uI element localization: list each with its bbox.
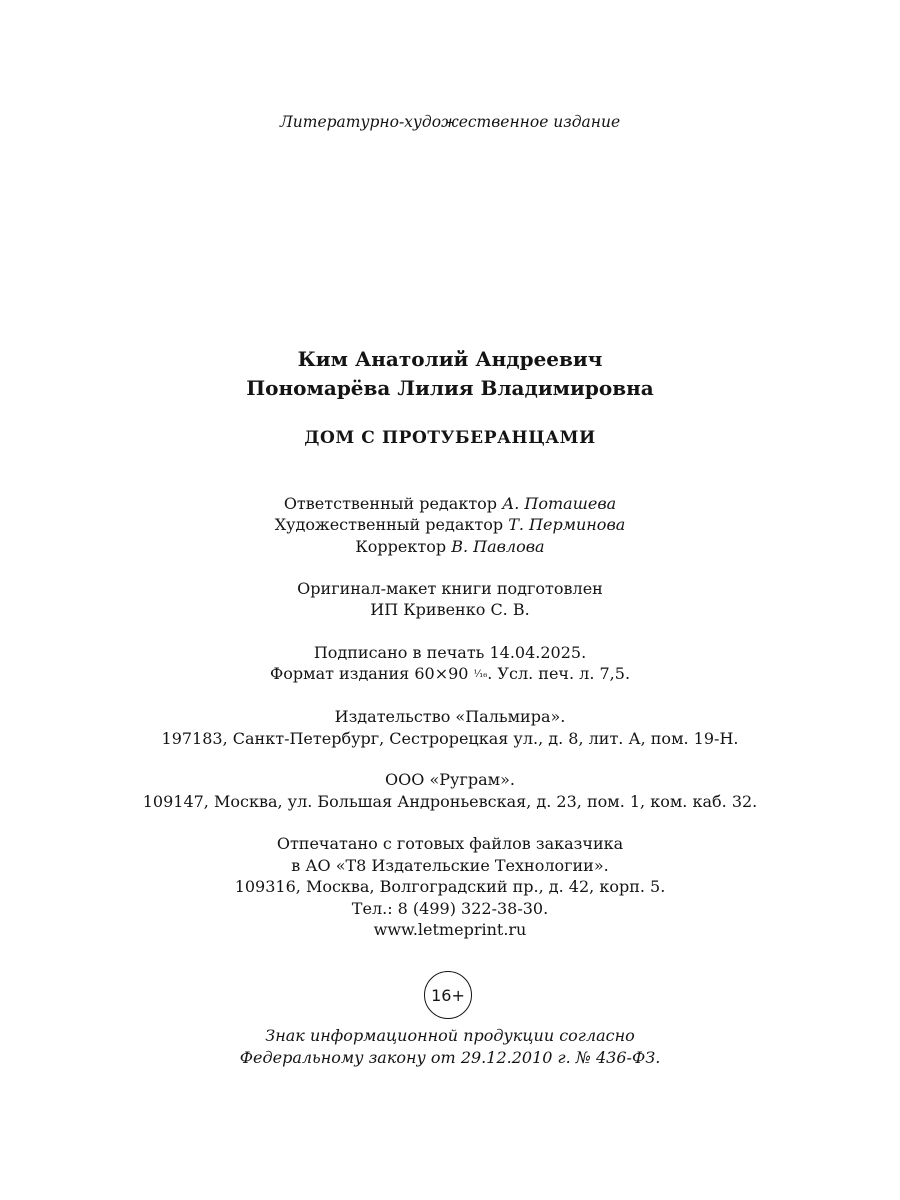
credit-proofreader bbox=[0, 536, 900, 558]
age-rating-badge bbox=[424, 971, 472, 1019]
distributor-name: ООО «Руграм». bbox=[385, 770, 515, 789]
printer-phone: Тел.: 8 (499) 322-38-30. bbox=[351, 899, 549, 918]
book-title: ДОМ С ПРОТУБЕРАНЦАМИ bbox=[304, 428, 596, 448]
credit-role: Ответственный редактор bbox=[283, 494, 503, 513]
publisher-address: 197183, Санкт-Петербург, Сестрорецкая ул., д. 8, лит. А, пом. 19-Н. bbox=[161, 729, 739, 748]
printer-website: www.letmeprint.ru bbox=[373, 920, 527, 939]
credit-person: Т. Перминова bbox=[508, 515, 626, 534]
credit-role: Художественный редактор bbox=[274, 515, 509, 534]
credit-role: Корректор bbox=[355, 537, 452, 556]
printer-address: 109316, Москва, Волгоградский пр., д. 42, корп. 5. bbox=[234, 877, 666, 896]
printer-line-2: в АО «Т8 Издательские Технологии». bbox=[291, 856, 609, 875]
distributor-address: 109147, Москва, ул. Большая Андроньевская, д. 23, пом. 1, ком. каб. 32. bbox=[142, 792, 758, 811]
format-suffix: . Усл. печ. л. 7,5. bbox=[487, 664, 631, 683]
age-notice-line-1: Знак информационной продукции согласно bbox=[265, 1026, 635, 1045]
edition-format bbox=[0, 663, 900, 686]
format-prefix: Формат издания 60×90 bbox=[269, 664, 474, 683]
credit-person: А. Поташева bbox=[502, 494, 617, 513]
author-1: Ким Анатолий Андреевич bbox=[297, 347, 603, 371]
layout-credit-line-1: Оригинал-макет книги подготовлен bbox=[297, 579, 603, 598]
age-rating-label: 16+ bbox=[431, 985, 465, 1005]
signed-to-print: Подписано в печать 14.04.2025. bbox=[313, 643, 587, 662]
format-fraction: ¹⁄₁₆ bbox=[473, 669, 488, 680]
credit-editor bbox=[0, 493, 900, 515]
author-2: Пономарёва Лилия Владимировна bbox=[246, 376, 654, 400]
edition-type: Литературно-художественное издание bbox=[279, 113, 621, 131]
credit-art-editor bbox=[0, 514, 900, 536]
layout-credit-line-2: ИП Кривенко С. В. bbox=[370, 600, 530, 619]
age-notice-line-2: Федеральному закону от 29.12.2010 г. № 436-ФЗ. bbox=[239, 1048, 661, 1067]
printer-line-1: Отпечатано с готовых файлов заказчика bbox=[276, 834, 624, 853]
credit-person: В. Павлова bbox=[451, 537, 545, 556]
publisher-name: Издательство «Пальмира». bbox=[334, 707, 566, 726]
